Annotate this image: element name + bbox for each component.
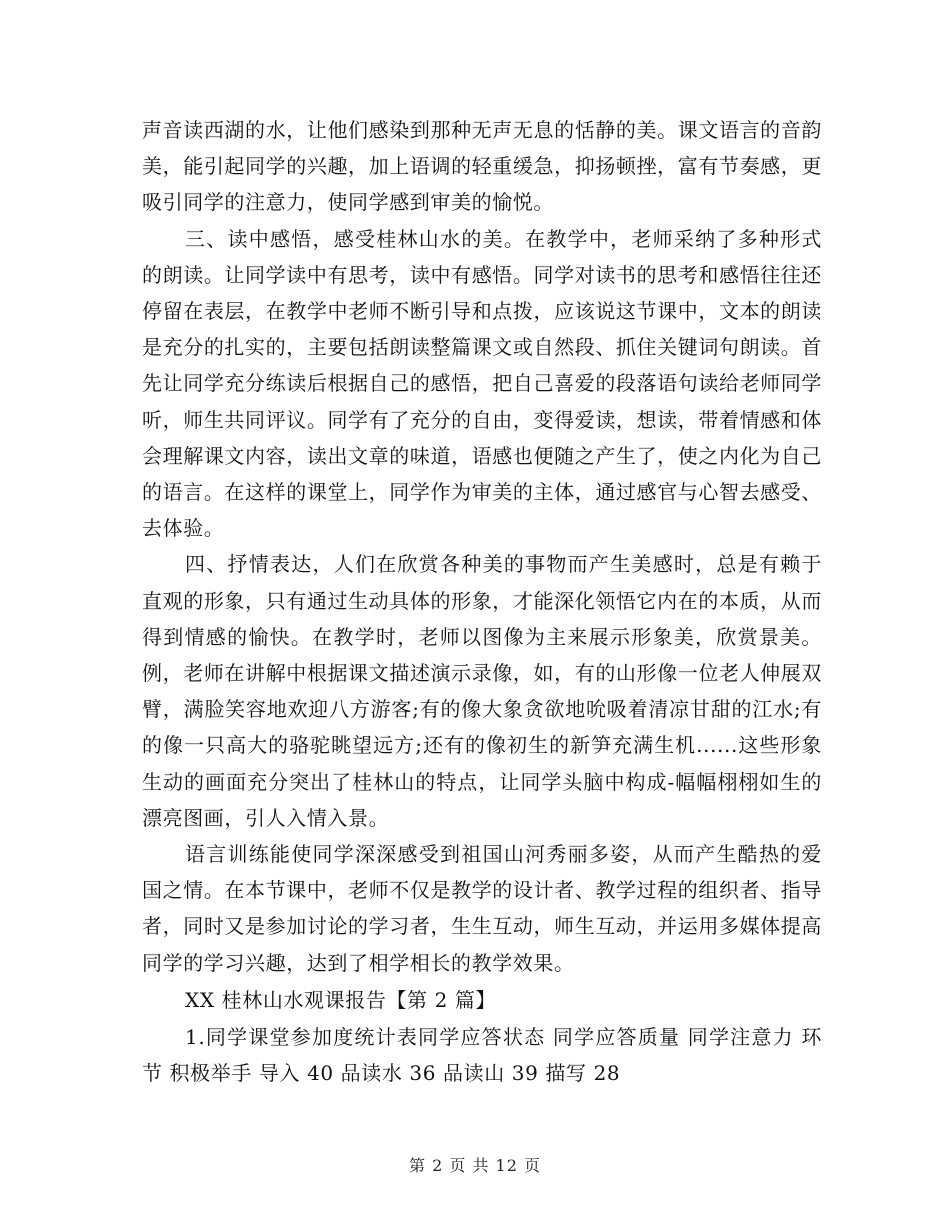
paragraph-section-four: 四、抒情表达，人们在欣赏各种美的事物而产生美感时，总是有赖于直观的形象，只有通过生动具体的形象，才能深化领悟它内在的本质，从而得到情感的愉快。在教学时，老师以图像为主来展示形象美，欣赏景美。例，老师在讲解中根据课文描述演示录像，如，有的山形像一位老人伸展双臂，满脸笑容地欢迎八方游客;有的像大象贪欲地吮吸着清凉甘甜的江水;有的像一只高大的骆驼眺望远方;还有的像初生的新笋充满生机......这些形象生动的画面充分突出了桂林山的特点，让同学头脑中构成-幅幅栩栩如生的漂亮图画，引人入情入景。: [142, 552, 822, 830]
section-heading: XX 桂林山水观课报告【第 2 篇】: [185, 987, 497, 1012]
paragraph-continuation: 声音读西湖的水，让他们感染到那种无声无息的恬静的美。课文语言的音韵美，能引起同学的兴趣，加上语调的轻重缓急，抑扬顿挫，富有节奏感，更吸引同学的注意力，使同学感到审美的愉悦。: [142, 118, 822, 215]
paragraph-section-three: 三、读中感悟，感受桂林山水的美。在教学中，老师采纳了多种形式的朗读。让同学读中有思考，读中有感悟。同学对读书的思考和感悟往往还停留在表层，在教学中老师不断引导和点拨，应该说这节课中，文本的朗读是充分的扎实的，主要包括朗读整篇课文或自然段、抓住关键词句朗读。首先让同学充分练读后根据自己的感悟，把自己喜爱的段落语句读给老师同学听，师生共同评议。同学有了充分的自由，变得爱读，想读，带着情感和体会理解课文内容，读出文章的味道，语感也便随之产生了，使之内化为自己的语言。在这样的课堂上，同学作为审美的主体，通过感官与心智去感受、去体验。: [142, 226, 822, 541]
paragraph-language-training: 语言训练能使同学深深感受到祖国山河秀丽多姿，从而产生酷热的爱国之情。在本节课中，老师不仅是教学的设计者、教学过程的组织者、指导者，同时又是参加讨论的学习者，生生互动，师生互动，并运用多媒体提高同学的学习兴趣，达到了相学相长的教学效果。: [142, 842, 822, 975]
page-number-footer: 第 2 页 共 12 页: [409, 1156, 541, 1175]
page-body: [142, 112, 822, 1091]
paragraph-participation-table: 1.同学课堂参加度统计表同学应答状态 同学应答质量 同学注意力 环节 积极举手 导入 40 品读水 36 品读山 39 描写 28: [142, 1024, 822, 1086]
